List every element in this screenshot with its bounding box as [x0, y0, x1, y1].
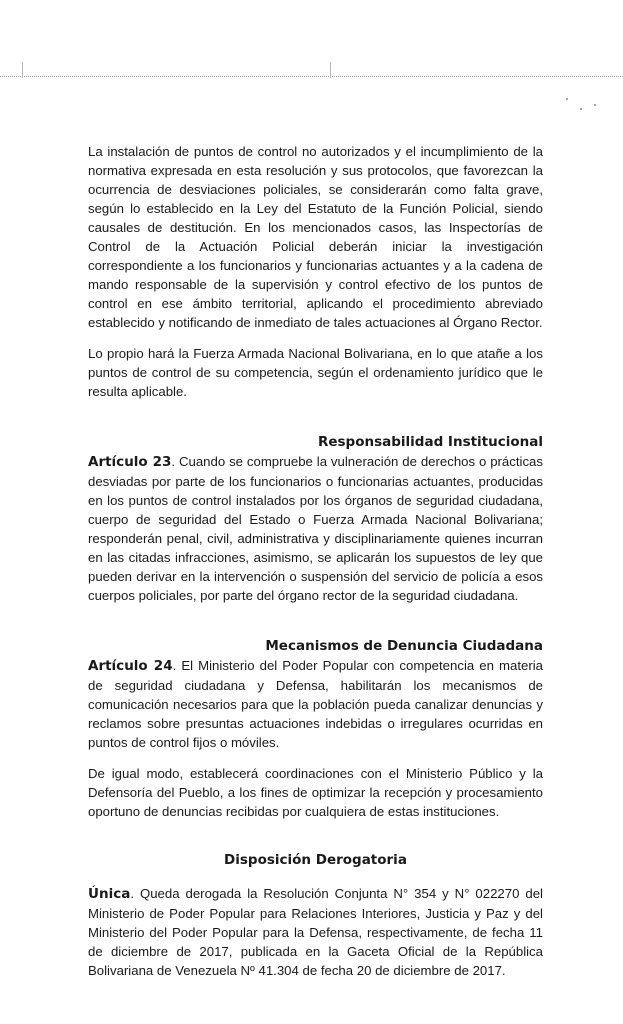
- disposicion-lead: Única: [88, 886, 131, 902]
- article-24-text: . El Ministerio del Poder Popular con competencia en materia de seguridad ciudadana y Defensa, habilitarán los mecanismos de comunicación necesarios para que la población pueda canalizar denuncias y reclamos sobre presuntas actuaciones indebidas o irregulares ocurridas en puntos de control fijos o móviles.: [88, 658, 543, 750]
- heading-mecanismos: Mecanismos de Denuncia Ciudadana: [265, 638, 543, 654]
- paragraph-sanctions: La instalación de puntos de control no autorizados y el incumplimiento de la normativa expresada en esta resolución y sus protocolos, que favorezcan la ocurrencia de desviaciones policiales, se considerarán como falta grave, según lo establecido en la Ley del Estatuto de la Función Policial, siendo causales de destitución. En los mencionados casos, las Inspectorías de Control de la Actuación Policial deberán iniciar la investigación correspondiente a los funcionarios y funcionarias actuantes y a la cadena de mando responsable de la supervisión y control efectivo de los puntos de control en ese ámbito territorial, aplicando el procedimiento abreviado establecido y notificando de inmediato de tales actuaciones al Órgano Rector.: [88, 144, 543, 330]
- article-24-lead: Artículo 24: [88, 658, 173, 674]
- article-23-lead: Artículo 23: [88, 454, 172, 470]
- article-24-paragraph-2: De igual modo, establecerá coordinaciones con el Ministerio Público y la Defensoría del Pueblo, a los fines de optimizar la recepción y procesamiento oportuno de denuncias recibidas por cualquiera de estas instituciones.: [88, 766, 543, 819]
- disposicion-text: . Queda derogada la Resolución Conjunta N° 354 y N° 022270 del Ministerio de Poder Popular para Relaciones Interiores, Justicia y Paz y del Ministerio del Poder Popular para la Defensa, respectivamente, de fecha 11 de diciembre de 2017, publicada en la Gaceta Oficial de la República Bolivariana de Venezuela Nº 41.304 de fecha 20 de diciembre de 2017.: [88, 886, 543, 978]
- scan-mark: [330, 62, 331, 78]
- paragraph-fanb: Lo propio hará la Fuerza Armada Nacional Bolivariana, en lo que atañe a los puntos de control de su competencia, según el ordenamiento jurídico que le resulta aplicable.: [88, 346, 543, 399]
- article-23-text: . Cuando se compruebe la vulneración de derechos o prácticas desviadas por parte de los funcionarios o funcionarias actuantes, producidas en los puntos de control instalados por los órganos de seguridad ciudadana, cuerpo de seguridad del Estado o Fuerza Armada Nacional Bolivariana; responderán penal, civil, administrativa y disciplinariamente quienes incurran en las citadas infracciones, asimismo, se aplicarán los supuestos de ley que pueden derivar en la intervención o suspensión del servicio de policía a esos cuerpos policiales, por parte del órgano rector de la seguridad ciudadana.: [88, 454, 543, 603]
- scan-speck: [566, 98, 568, 100]
- scan-mark: [22, 62, 23, 78]
- scan-border-line: [0, 76, 623, 77]
- article-23: [88, 452, 543, 605]
- heading-responsabilidad: Responsabilidad Institucional: [317, 434, 543, 450]
- scan-speck: [580, 108, 582, 110]
- scan-speck: [594, 104, 596, 106]
- document-page: [88, 142, 543, 992]
- article-24: [88, 656, 543, 752]
- heading-disposicion: Disposición Derogatoria: [224, 852, 407, 868]
- disposicion-unica: [88, 884, 543, 980]
